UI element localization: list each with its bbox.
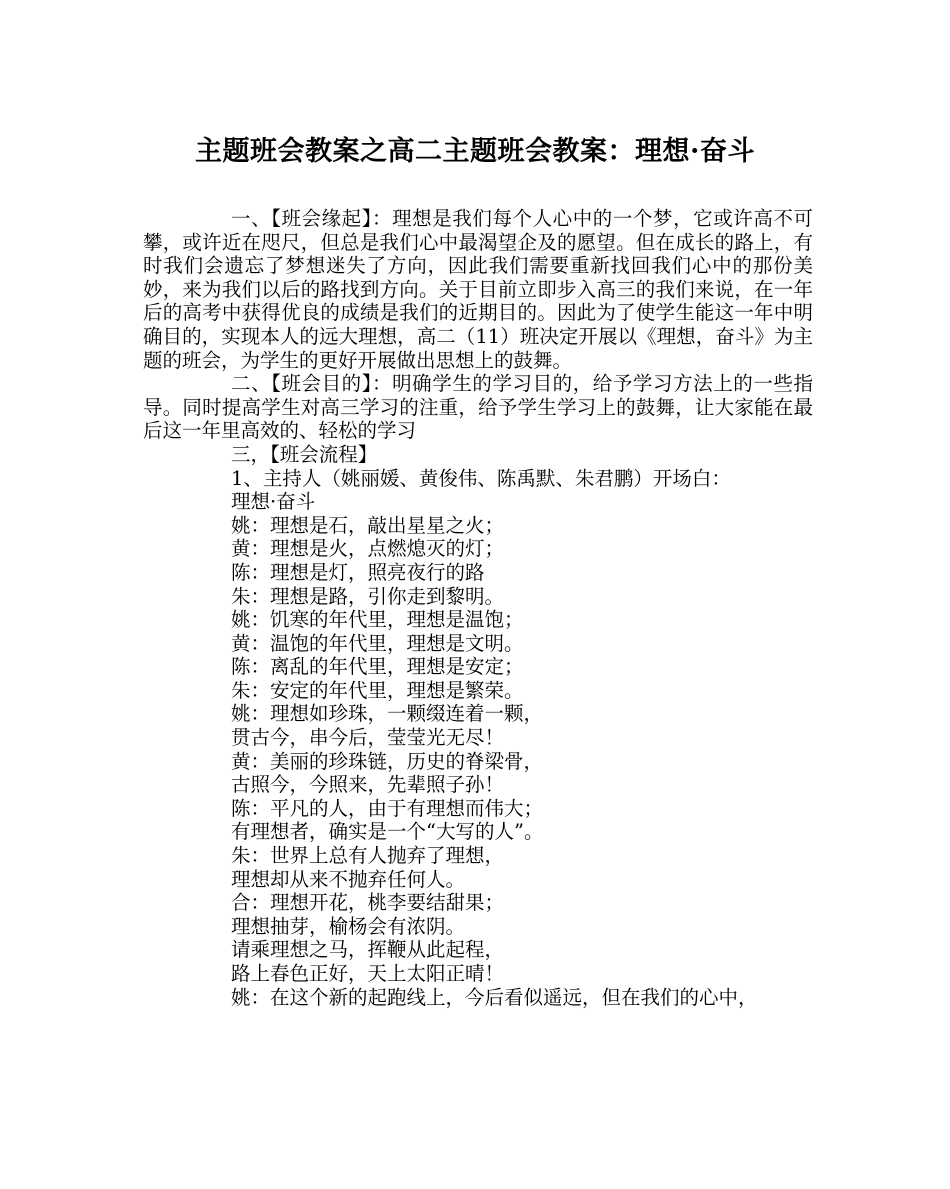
text-line: 陈：理想是灯，照亮夜行的路 (231, 560, 485, 584)
text-line: 理想·奋斗 (231, 490, 316, 514)
text-line: 三，【班会流程】 (231, 442, 378, 466)
text-line: 姚：在这个新的起跑线上，今后看似遥远，但在我们的心中， (231, 985, 758, 1009)
text-line: 古照今，今照来，先辈照子孙！ (231, 773, 505, 797)
text-line: 陈：离乱的年代里，理想是安定； (231, 655, 524, 679)
text-line: 请乘理想之马，挥鞭从此起程， (231, 938, 505, 962)
text-line: 黄：理想是火，点燃熄灭的灯； (231, 537, 505, 561)
text-line: 有理想者，确实是一个“大写的人”。 (231, 820, 544, 844)
paragraph-purpose: 二、【班会目的】：明确学生的学习目的，给予学习方法上的一些指导。同时提高学生对高三学习的注重，给予学生学习上的鼓舞，让大家能在最后这一年里高效的、轻松的学习 (143, 372, 813, 443)
text-line: 姚：饥寒的年代里，理想是温饱； (231, 608, 524, 632)
text-line: 朱：安定的年代里，理想是繁荣。 (231, 678, 524, 702)
text-line: 姚：理想如珍珠，一颗缀连着一颗， (231, 702, 544, 726)
text-line: 黄：温饱的年代里，理想是文明。 (231, 631, 524, 655)
text-line: 理想却从来不抛弃任何人。 (231, 867, 466, 891)
text-line: 姚：理想是石，敲出星星之火； (231, 513, 505, 537)
text-line: 黄：美丽的珍珠链，历史的脊梁骨， (231, 749, 544, 773)
document-body (143, 207, 813, 1009)
text-line: 贯古今，串今后，莹莹光无尽！ (231, 726, 505, 750)
text-line: 陈：平凡的人，由于有理想而伟大； (231, 796, 544, 820)
text-line: 朱：世界上总有人抛弃了理想， (231, 844, 505, 868)
text-line: 理想抽芽，榆杨会有浓阴。 (231, 914, 466, 938)
text-line: 1、主持人（姚丽媛、黄俊伟、陈禹默、朱君鹏）开场白： (231, 466, 731, 490)
text-line: 朱：理想是路，引你走到黎明。 (231, 584, 505, 608)
paragraph-origin: 一、【班会缘起】：理想是我们每个人心中的一个梦，它或许高不可攀，或许近在咫尺，但总是我们心中最渴望企及的愿望。但在成长的路上，有时我们会遗忘了梦想迷失了方向，因此我们需要重新找回我们心中的那份美妙，来为我们以后的路找到方向。关于目前立即步入高三的我们来说，在一年后的高考中获得优良的成绩是我们的近期目的。因此为了使学生能这一年中明确目的，实现本人的远大理想，高二（11）班决定开展以《理想，奋斗》为主题的班会，为学生的更好开展做出思想上的鼓舞。 (143, 207, 813, 372)
document-title: 主题班会教案之高二主题班会教案：理想·奋斗 (195, 136, 755, 167)
text-line: 路上春色正好，天上太阳正晴！ (231, 962, 505, 985)
text-line: 合：理想开花，桃李要结甜果； (231, 891, 505, 915)
